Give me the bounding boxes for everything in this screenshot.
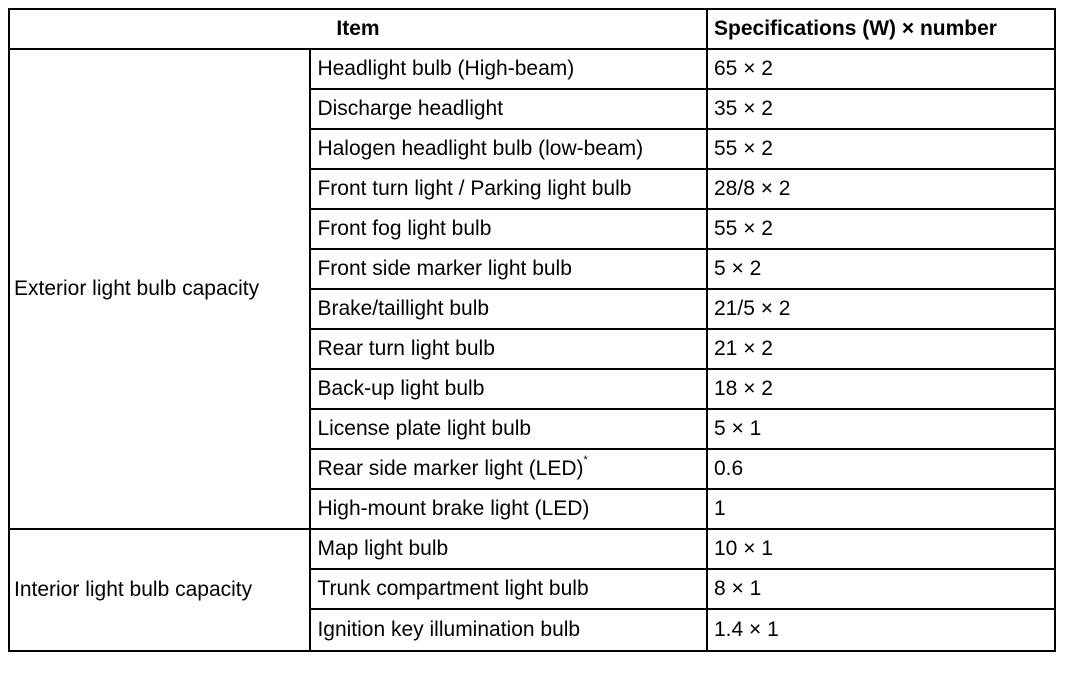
item-cell: Brake/taillight bulb xyxy=(310,289,707,329)
spec-cell: 0.6 xyxy=(707,449,1055,489)
item-cell: Halogen headlight bulb (low-beam) xyxy=(310,129,707,169)
item-cell: Trunk compartment light bulb xyxy=(310,569,707,609)
item-cell: Rear turn light bulb xyxy=(310,329,707,369)
item-cell: Discharge headlight xyxy=(310,89,707,129)
spec-cell: 28/8 × 2 xyxy=(707,169,1055,209)
item-cell xyxy=(310,449,707,489)
item-column-header: Item xyxy=(9,9,707,49)
item-cell: High-mount brake light (LED) xyxy=(310,489,707,529)
spec-cell: 35 × 2 xyxy=(707,89,1055,129)
spec-cell: 55 × 2 xyxy=(707,209,1055,249)
item-cell: Back-up light bulb xyxy=(310,369,707,409)
item-cell: Headlight bulb (High-beam) xyxy=(310,49,707,89)
spec-cell: 5 × 1 xyxy=(707,409,1055,449)
spec-cell: 10 × 1 xyxy=(707,529,1055,569)
spec-cell: 65 × 2 xyxy=(707,49,1055,89)
spec-cell: 8 × 1 xyxy=(707,569,1055,609)
spec-cell: 1 xyxy=(707,489,1055,529)
item-cell: Front fog light bulb xyxy=(310,209,707,249)
spec-cell: 55 × 2 xyxy=(707,129,1055,169)
category-cell-interior: Interior light bulb capacity xyxy=(9,529,310,651)
item-cell: License plate light bulb xyxy=(310,409,707,449)
item-cell: Front turn light / Parking light bulb xyxy=(310,169,707,209)
footnote-marker: * xyxy=(583,454,588,466)
item-label: Rear side marker light (LED) xyxy=(317,457,584,480)
item-cell: Front side marker light bulb xyxy=(310,249,707,289)
table-row xyxy=(9,49,1055,89)
table-row xyxy=(9,529,1055,569)
spec-cell: 1.4 × 1 xyxy=(707,609,1055,651)
spec-cell: 21 × 2 xyxy=(707,329,1055,369)
item-cell: Map light bulb xyxy=(310,529,707,569)
item-cell: Ignition key illumination bulb xyxy=(310,609,707,651)
spec-cell: 18 × 2 xyxy=(707,369,1055,409)
bulb-specifications-table xyxy=(8,8,1056,652)
category-cell-exterior: Exterior light bulb capacity xyxy=(9,49,310,529)
specifications-column-header: Specifications (W) × number xyxy=(707,9,1055,49)
table-header-row xyxy=(9,9,1055,49)
spec-cell: 5 × 2 xyxy=(707,249,1055,289)
spec-cell: 21/5 × 2 xyxy=(707,289,1055,329)
